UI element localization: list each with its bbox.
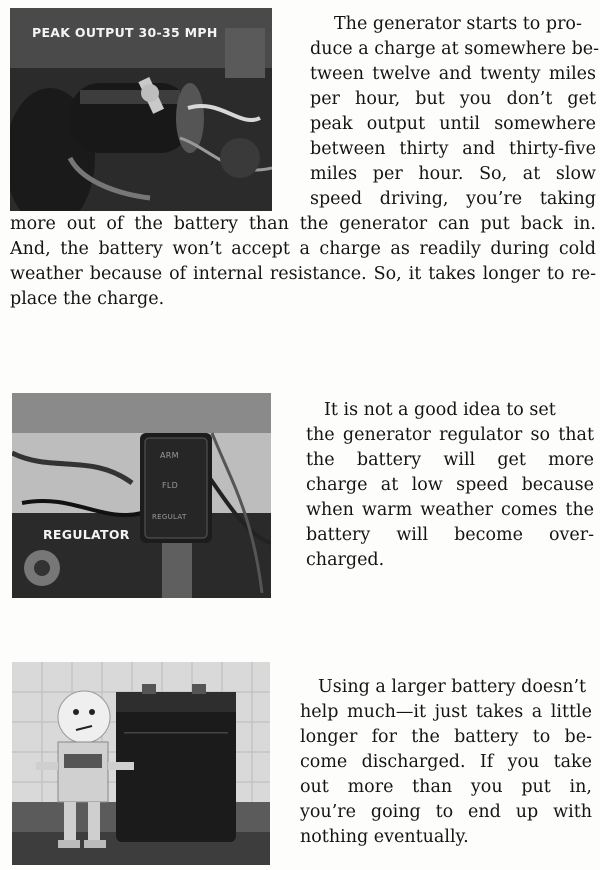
text-line: charge at low speed because <box>306 475 594 495</box>
text-line: help much—it just takes a little <box>300 702 592 722</box>
text-line: weather because of internal resistance. So, it takes longer to re- <box>10 264 596 284</box>
text-line: charged. <box>306 550 385 570</box>
text-line: Using a larger battery doesn’t <box>318 677 587 697</box>
text-line: place the charge. <box>10 289 165 309</box>
text-line: miles per hour. So, at slow <box>310 164 596 184</box>
text-line: peak output until somewhere <box>310 114 596 134</box>
text-line: the generator regulator so that <box>306 425 594 445</box>
text-line: The generator starts to pro- <box>334 14 582 34</box>
text-line: between thirty and thirty-five <box>310 139 596 159</box>
text-line: you’re going to end up with <box>300 802 592 822</box>
regulator-plate-label: REGULAT <box>152 513 187 521</box>
photo-caption-peak-output: PEAK OUTPUT 30-35 MPH <box>32 25 218 40</box>
text-line: And, the battery won’t accept a charge as readily during cold <box>10 239 596 259</box>
photo-caption-regulator: REGULATOR <box>43 527 130 542</box>
text-line: when warm weather comes the <box>306 500 594 520</box>
text-line: It is not a good idea to set <box>324 400 556 420</box>
text-line: battery will become over- <box>306 525 594 545</box>
text-line: longer for the battery to be- <box>300 727 592 747</box>
regulator-plate-arm: ARM <box>160 451 179 460</box>
text-line: duce a charge at somewhere be- <box>310 39 600 59</box>
text-line: tween twelve and twenty miles <box>310 64 596 84</box>
text-line: nothing eventually. <box>300 827 469 847</box>
text-line: more out of the battery than the generator can put back in. <box>10 214 596 234</box>
text-line: come discharged. If you take <box>300 752 592 772</box>
regulator-plate-fld: FLD <box>162 481 179 490</box>
text-line: out more than you put in, <box>300 777 592 797</box>
text-line: per hour, but you don’t get <box>310 89 596 109</box>
text-line: speed driving, you’re taking <box>310 189 596 209</box>
text-line: the battery will get more <box>306 450 594 470</box>
